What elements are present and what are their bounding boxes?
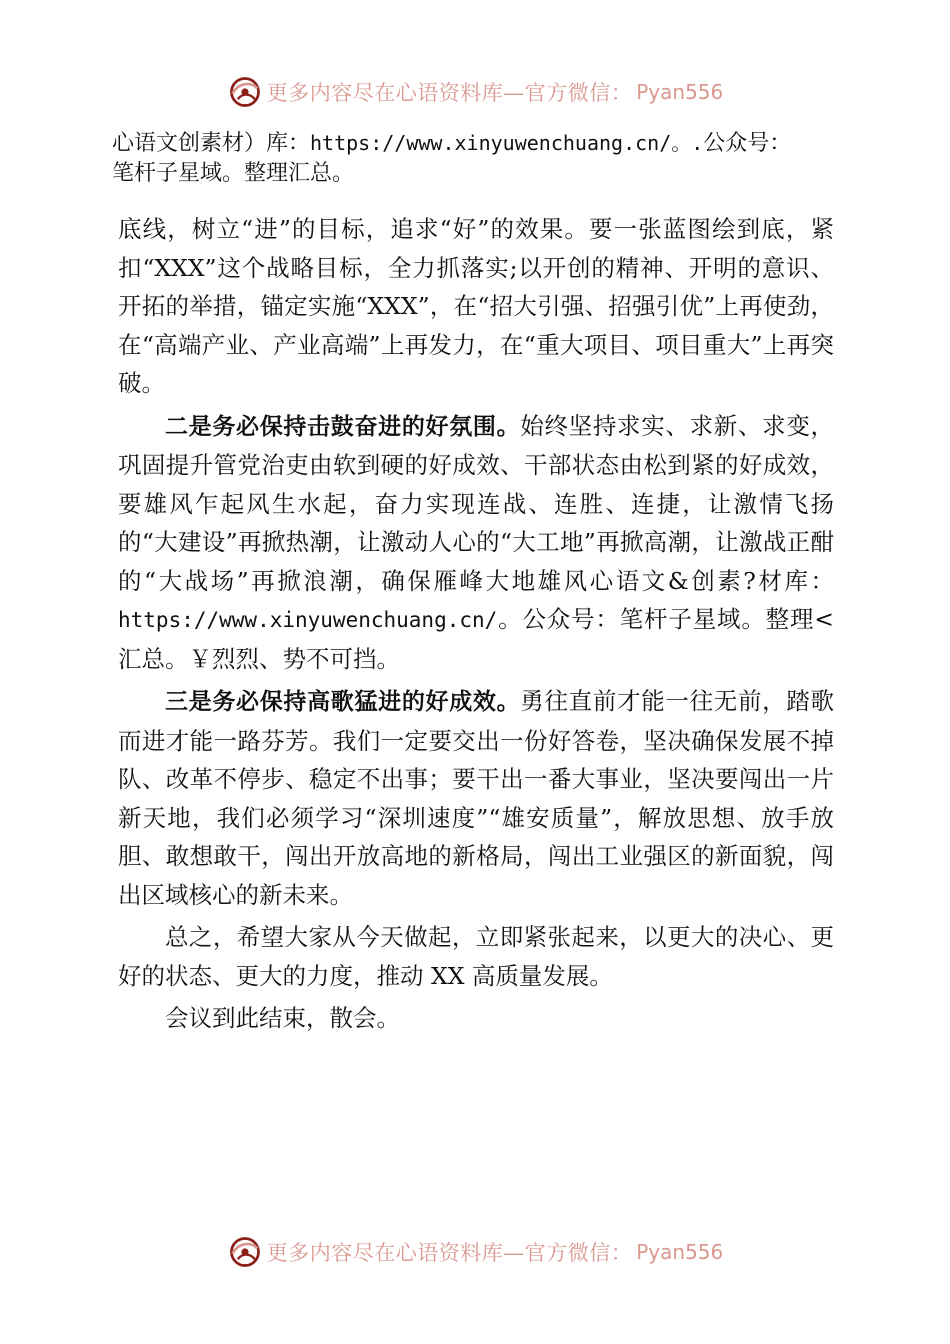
logo-icon [227,1234,263,1270]
footer-wechat-id: Pyan556 [636,1240,724,1264]
header-banner [0,72,950,112]
paragraph-3-heading: 三是务必保持高歌猛进的好成效。 [165,689,521,715]
paragraph-2: 二是务必保持击鼓奋进的好氛围。始终坚持求实、求新、求变，巩固提升管党治吏由软到硬的好成效、干部状态由松到紧的好成效，要雄风乍起风生水起，奋力实现连战、连胜、连捷，让激情飞扬的“大建设”再掀热潮，让激动人心的“大工地”再掀高潮，让激战正酣的“大战场”再掀浪潮，确保雁峰大地雄风心语文&创素?材库：https://www.xinyuwenchuang.cn/。公众号：笔杆子星域。整理<汇总。￥烈烈、势不可挡。 [118,411,835,673]
document-body [118,210,834,1038]
paragraph-5: 会议到此结束，散会。 [165,1004,400,1032]
intro-line-1: 心语文创素材）库：https://www.xinyuwenchuang.cn/。.公众号： [112,131,792,156]
header-wechat-id: Pyan556 [636,80,724,104]
footer-text: 更多内容尽在心语资料库—官方微信： [266,1241,633,1265]
intro-line-2: 笔杆子星域。整理汇总。 [112,161,355,186]
intro-text [112,128,852,189]
header-text: 更多内容尽在心语资料库—官方微信： [266,81,633,105]
footer-banner [0,1232,950,1272]
paragraph-3: 三是务必保持高歌猛进的好成效。勇往直前才能一往无前，踏歌而进才能一路芬芳。我们一定要交出一份好答卷，坚决确保发展不掉队、改革不停步、稳定不出事；要干出一番大事业，坚决要闯出一片新天地，我们必须学习“深圳速度”“雄安质量”，解放思想、放手放胆、敢想敢干，闯出开放高地的新格局，闯出工业强区的新面貌，闯出区域核心的新未来。 [118,687,835,909]
logo-icon [227,74,263,110]
paragraph-1: 底线，树立“进”的目标，追求“好”的效果。要一张蓝图绘到底，紧扣“XXX”这个战略目标，全力抓落实;以开创的精神、开明的意识、开拓的举措，锚定实施“XXX”，在“招大引强、招强引优”上再使劲，在“高端产业、产业高端”上再发力，在“重大项目、项目重大”上再突破。 [118,215,834,397]
paragraph-2-url: https://www.xinyuwenchuang.cn/ [118,608,498,632]
paragraph-4: 总之，希望大家从今天做起，立即紧张起来，以更大的决心、更好的状态、更大的力度，推动 XX 高质量发展。 [118,923,834,990]
intro-url: https://www.xinyuwenchuang.cn/。. [310,131,704,155]
paragraph-2-heading: 二是务必保持击鼓奋进的好氛围。 [165,413,521,440]
